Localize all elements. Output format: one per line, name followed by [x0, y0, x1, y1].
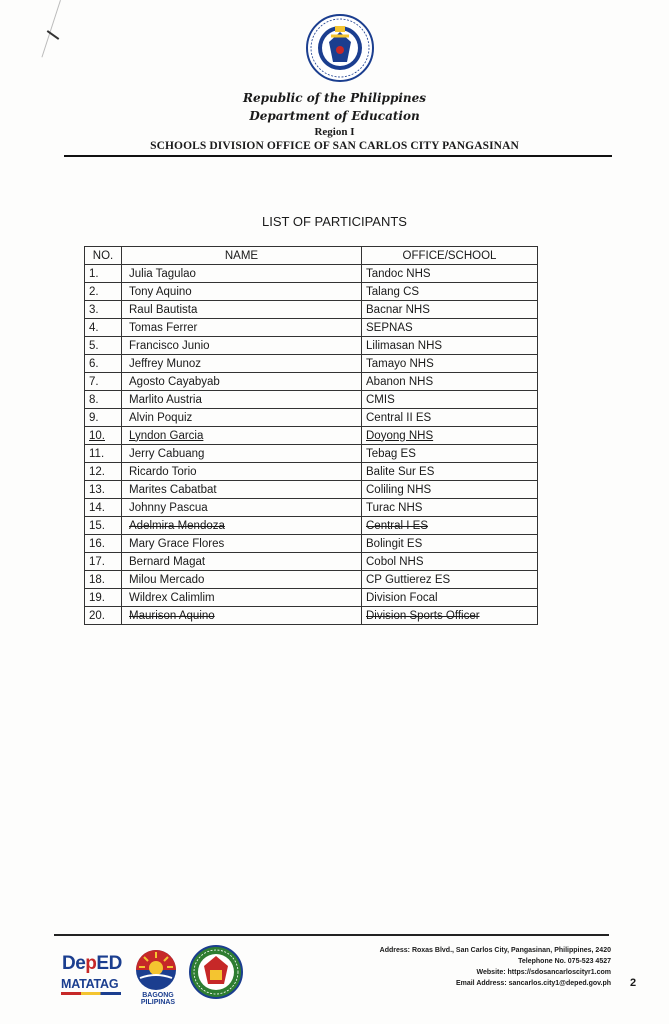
row-number-cell [85, 571, 122, 589]
participant-office-cell [362, 427, 538, 445]
participant-office: Tamayo NHS [366, 357, 434, 370]
row-number-cell [85, 265, 122, 283]
participant-office-cell [362, 409, 538, 427]
participant-office-cell [362, 445, 538, 463]
row-number-cell [85, 445, 122, 463]
participant-office: Talang CS [366, 285, 420, 298]
participant-office-cell [362, 517, 538, 535]
participant-name: Lyndon Garcia [129, 429, 204, 442]
participant-name: Bernard Magat [129, 555, 206, 568]
participant-name: Julia Tagulao [129, 267, 196, 280]
footer-divider [54, 934, 609, 936]
participant-office-cell [362, 553, 538, 571]
participant-name-cell [122, 571, 362, 589]
row-number-cell [85, 517, 122, 535]
participant-office: Doyong NHS [366, 429, 434, 442]
row-number: 6. [89, 357, 99, 370]
participant-office-cell [362, 571, 538, 589]
participant-office: Central I ES [366, 519, 428, 532]
participant-name-cell [122, 391, 362, 409]
participant-office: Division Sports Officer [366, 609, 480, 622]
row-number: 13. [89, 483, 105, 496]
footer-address: Address: Roxas Blvd., San Carlos City, Pangasinan, Philippines, 2420 [379, 947, 611, 954]
participant-office-cell [362, 535, 538, 553]
table-row [85, 463, 538, 481]
participant-name: Marlito Austria [129, 393, 202, 406]
row-number: 16. [89, 537, 105, 550]
participant-name: Adelmira Mendoza [129, 519, 225, 532]
footer-website[interactable]: Website: https://sdosancarloscityr1.com [476, 969, 611, 976]
table-row [85, 265, 538, 283]
table-row [85, 607, 538, 625]
row-number: 7. [89, 375, 99, 388]
participant-office-cell [362, 607, 538, 625]
department-heading: Department of Education [249, 109, 420, 123]
participant-name-cell [122, 517, 362, 535]
participant-office-cell [362, 265, 538, 283]
row-number: 11. [89, 447, 105, 460]
participant-name: Wildrex Calimlim [129, 591, 215, 604]
row-number-cell [85, 481, 122, 499]
participant-office: Division Focal [366, 591, 438, 604]
row-number-cell [85, 409, 122, 427]
row-number: 15. [89, 519, 105, 532]
participant-office: Abanon NHS [366, 375, 434, 388]
participant-name: Francisco Junio [129, 339, 210, 352]
participant-name-cell [122, 427, 362, 445]
row-number-cell [85, 535, 122, 553]
header-divider [64, 155, 612, 157]
row-number: 2. [89, 285, 99, 298]
participant-office-cell [362, 481, 538, 499]
row-number: 20. [89, 609, 105, 622]
row-number: 8. [89, 393, 99, 406]
row-number-cell [85, 499, 122, 517]
row-number-cell [85, 553, 122, 571]
table-row [85, 391, 538, 409]
participant-name-cell [122, 553, 362, 571]
table-row [85, 589, 538, 607]
participant-name-cell [122, 589, 362, 607]
deped-logo-text-a: De [62, 953, 86, 974]
matatag-logo-text: MATATAG [61, 977, 119, 991]
participant-name: Ricardo Torio [129, 465, 197, 478]
participant-office-cell [362, 283, 538, 301]
page-number: 2 [630, 977, 637, 989]
participant-name-cell [122, 607, 362, 625]
participant-office: Coliling NHS [366, 483, 432, 496]
table-row [85, 481, 538, 499]
bagong-pilipinas-text: BAGONG PILIPINAS [140, 992, 176, 1006]
matatag-stripe [61, 992, 121, 995]
division-seal-icon [188, 944, 244, 1000]
participant-name: Jerry Cabuang [129, 447, 205, 460]
participant-office: Turac NHS [366, 501, 423, 514]
row-number: 4. [89, 321, 99, 334]
participant-office-cell [362, 373, 538, 391]
office-heading: SCHOOLS DIVISION OFFICE OF SAN CARLOS CITY PANGASINAN [150, 140, 519, 152]
participant-office: Cobol NHS [366, 555, 424, 568]
participant-name-cell [122, 265, 362, 283]
participant-office-cell [362, 319, 538, 337]
republic-heading: Republic of the Philippines [242, 91, 427, 105]
row-number: 1. [89, 267, 99, 280]
row-number: 3. [89, 303, 99, 316]
participant-name: Raul Bautista [129, 303, 198, 316]
participant-office-cell [362, 589, 538, 607]
participant-name-cell [122, 337, 362, 355]
row-number: 19. [89, 591, 105, 604]
participant-name: Mary Grace Flores [129, 537, 225, 550]
participant-office: CP Guttierez ES [366, 573, 451, 586]
table-row [85, 445, 538, 463]
participant-name: Johnny Pascua [129, 501, 208, 514]
participant-office-cell [362, 391, 538, 409]
table-row [85, 535, 538, 553]
participant-name: Alvin Poquiz [129, 411, 193, 424]
participant-office: Bacnar NHS [366, 303, 430, 316]
participant-name-cell [122, 283, 362, 301]
row-number-cell [85, 355, 122, 373]
table-row [85, 301, 538, 319]
table-row [85, 337, 538, 355]
participant-name-cell [122, 319, 362, 337]
participant-office: Lilimasan NHS [366, 339, 443, 352]
row-number: 18. [89, 573, 105, 586]
table-row [85, 283, 538, 301]
participant-office-cell [362, 355, 538, 373]
participant-office: Bolingit ES [366, 537, 423, 550]
bagong-pilipinas-logo-icon [130, 946, 182, 994]
participant-name-cell [122, 409, 362, 427]
row-number-cell [85, 607, 122, 625]
table-row [85, 373, 538, 391]
table-row [85, 427, 538, 445]
row-number-cell [85, 337, 122, 355]
participant-name-cell [122, 535, 362, 553]
row-number-cell [85, 589, 122, 607]
row-number: 12. [89, 465, 105, 478]
deped-logo [62, 953, 122, 975]
row-number-cell [85, 391, 122, 409]
participant-name: Tomas Ferrer [129, 321, 198, 334]
scan-artifact-line [41, 0, 60, 57]
row-number-cell [85, 427, 122, 445]
deped-logo-text-b: p [85, 953, 97, 974]
row-number: 14. [89, 501, 105, 514]
row-number-cell [85, 373, 122, 391]
participant-office: Balite Sur ES [366, 465, 435, 478]
participant-name: Marites Cabatbat [129, 483, 217, 496]
deped-logo-text-c: ED [96, 953, 122, 974]
participant-office-cell [362, 301, 538, 319]
participant-office: Central II ES [366, 411, 432, 424]
row-number-cell [85, 463, 122, 481]
participant-name-cell [122, 301, 362, 319]
footer-telephone: Telephone No. 075-523 4527 [518, 958, 611, 965]
participant-office: Tebag ES [366, 447, 416, 460]
row-number: 17. [89, 555, 105, 568]
row-number-cell [85, 319, 122, 337]
participant-name: Milou Mercado [129, 573, 205, 586]
region-heading: Region I [314, 126, 355, 138]
table-row [85, 517, 538, 535]
table-row [85, 409, 538, 427]
row-number: 9. [89, 411, 99, 424]
table-row [85, 355, 538, 373]
row-number-cell [85, 283, 122, 301]
column-header-office: OFFICE/SCHOOL [362, 247, 538, 265]
column-header-no: NO. [85, 247, 122, 265]
participant-office: CMIS [366, 393, 395, 406]
table-row [85, 571, 538, 589]
participant-office: Tandoc NHS [366, 267, 431, 280]
participants-table [84, 246, 538, 625]
participant-office: SEPNAS [366, 321, 413, 334]
participant-name-cell [122, 463, 362, 481]
participant-office-cell [362, 463, 538, 481]
row-number: 10. [89, 429, 105, 442]
list-title: LIST OF PARTICIPANTS [262, 214, 407, 229]
participant-name-cell [122, 445, 362, 463]
footer-email[interactable]: Email Address: sancarlos.city1@deped.gov.ph [455, 980, 611, 987]
participant-name: Tony Aquino [129, 285, 192, 298]
table-row [85, 553, 538, 571]
row-number: 5. [89, 339, 99, 352]
participant-name-cell [122, 373, 362, 391]
column-header-name: NAME [122, 247, 362, 265]
participant-name: Agosto Cayabyab [129, 375, 220, 388]
table-row [85, 499, 538, 517]
participant-name: Jeffrey Munoz [129, 357, 202, 370]
table-row [85, 319, 538, 337]
participant-name: Maurison Aquino [129, 609, 215, 622]
participant-name-cell [122, 499, 362, 517]
row-number-cell [85, 301, 122, 319]
participant-office-cell [362, 337, 538, 355]
deped-seal-icon [305, 12, 375, 88]
table-header-row [85, 247, 538, 265]
participant-name-cell [122, 355, 362, 373]
participant-office-cell [362, 499, 538, 517]
participant-name-cell [122, 481, 362, 499]
